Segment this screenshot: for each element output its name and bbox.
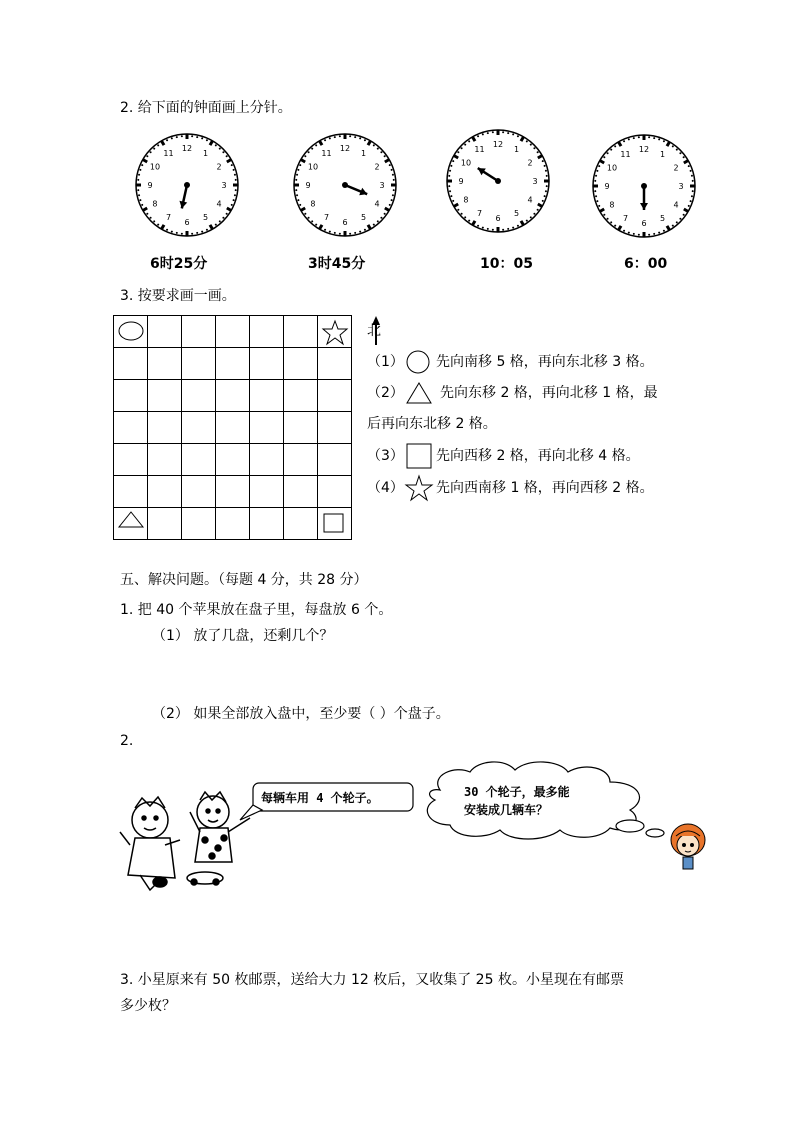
clock-number: 6 xyxy=(184,218,190,227)
bubble2-line1: 30 个轮子，最多能 xyxy=(464,785,570,799)
north-label: 北 xyxy=(367,323,381,339)
clock-number: 8 xyxy=(310,199,316,209)
instr-4-num: （4） xyxy=(367,480,404,496)
girl-illustration xyxy=(671,824,705,869)
clock-number: 6 xyxy=(641,219,647,228)
q3-title: 3. 按要求画一画。 xyxy=(120,288,236,304)
clock-number: 5 xyxy=(202,213,209,223)
clock-number: 12 xyxy=(181,144,193,153)
clock-number: 6 xyxy=(495,214,501,223)
problem1-sub2: （2） 如果全部放入盘中，至少要（ ）个盘子。 xyxy=(152,706,450,722)
clock-number: 9 xyxy=(305,181,311,190)
instr-1-text: 先向南移 5 格，再向东北移 3 格。 xyxy=(436,354,654,370)
clock-number: 11 xyxy=(474,144,485,154)
bubble2-line2: 安装成几辆车？ xyxy=(464,803,549,817)
clock-label-2: 3时45分 xyxy=(308,256,366,272)
clock-number: 5 xyxy=(360,213,367,223)
children-illustration xyxy=(120,792,250,890)
bubble1-text: 每辆车用 4 个轮子。 xyxy=(261,791,379,805)
problem3-line1: 3. 小星原来有 50 枚邮票，送给大力 12 枚后，又收集了 25 枚。小星现在有邮票 xyxy=(120,972,624,988)
instr-2-num: （2） xyxy=(367,385,404,401)
clock-number: 3 xyxy=(379,181,385,190)
thought-cloud xyxy=(427,762,664,839)
problem3-line2: 多少枚？ xyxy=(120,998,176,1014)
clock-number: 8 xyxy=(152,199,158,209)
clock-number: 2 xyxy=(374,162,380,172)
instr-4-text: 先向西南移 1 格，再向西移 2 格。 xyxy=(436,480,654,496)
clock-number: 8 xyxy=(463,195,469,205)
clock-number: 1 xyxy=(513,144,520,154)
clock-number: 7 xyxy=(323,213,330,223)
clock-number: 5 xyxy=(513,209,520,219)
clock-number: 11 xyxy=(321,148,332,158)
clock-number: 10 xyxy=(606,163,618,173)
clock-number: 9 xyxy=(147,181,153,190)
clock-label-3: 10：05 xyxy=(480,256,533,272)
clock-label-4: 6：00 xyxy=(624,256,668,272)
clock-number: 12 xyxy=(492,140,504,149)
clock-number: 1 xyxy=(659,149,666,159)
clock-number: 4 xyxy=(374,199,380,209)
clock-number: 10 xyxy=(460,158,472,168)
clock-number: 7 xyxy=(622,214,629,224)
clock-number: 2 xyxy=(527,158,533,168)
clock-number: 12 xyxy=(339,144,351,153)
problem1-sub1: （1） 放了几盘，还剩几个？ xyxy=(152,628,334,644)
problem2-num: 2. xyxy=(120,733,134,749)
clock-number: 2 xyxy=(673,163,679,173)
section5-title: 五、解决问题。（每题 4 分，共 28 分） xyxy=(120,572,368,588)
clock-number: 10 xyxy=(307,162,319,172)
q2-title: 2. 给下面的钟面画上分针。 xyxy=(120,100,292,116)
clock-number: 10 xyxy=(149,162,161,172)
clock-number: 8 xyxy=(609,200,615,210)
instr-3-num: （3） xyxy=(367,448,404,464)
clock-number: 5 xyxy=(659,214,666,224)
clock-number: 4 xyxy=(673,200,679,210)
clock-number: 7 xyxy=(476,209,483,219)
clock-number: 3 xyxy=(678,182,684,191)
clock-number: 3 xyxy=(532,177,538,186)
problem1-text: 1. 把 40 个苹果放在盘子里，每盘放 6 个。 xyxy=(120,602,393,618)
clock-number: 4 xyxy=(216,199,222,209)
clock-number: 12 xyxy=(638,145,650,154)
clock-number: 1 xyxy=(360,148,367,158)
clock-number: 2 xyxy=(216,162,222,172)
instr-2-text: 先向东移 2 格，再向北移 1 格，最 xyxy=(440,385,658,401)
instr-1-num: （1） xyxy=(367,354,404,370)
clock-number: 9 xyxy=(458,177,464,186)
clock-number: 11 xyxy=(163,148,174,158)
clock-number: 9 xyxy=(604,182,610,191)
clock-number: 3 xyxy=(221,181,227,190)
instr-2-cont: 后再向东北移 2 格。 xyxy=(367,416,497,432)
clock-label-1: 6时25分 xyxy=(150,256,208,272)
clock-number: 1 xyxy=(202,148,209,158)
clock-number: 6 xyxy=(342,218,348,227)
clock-number: 7 xyxy=(165,213,172,223)
instr-3-text: 先向西移 2 格，再向北移 4 格。 xyxy=(436,448,640,464)
clock-number: 4 xyxy=(527,195,533,205)
clock-number: 11 xyxy=(620,149,631,159)
